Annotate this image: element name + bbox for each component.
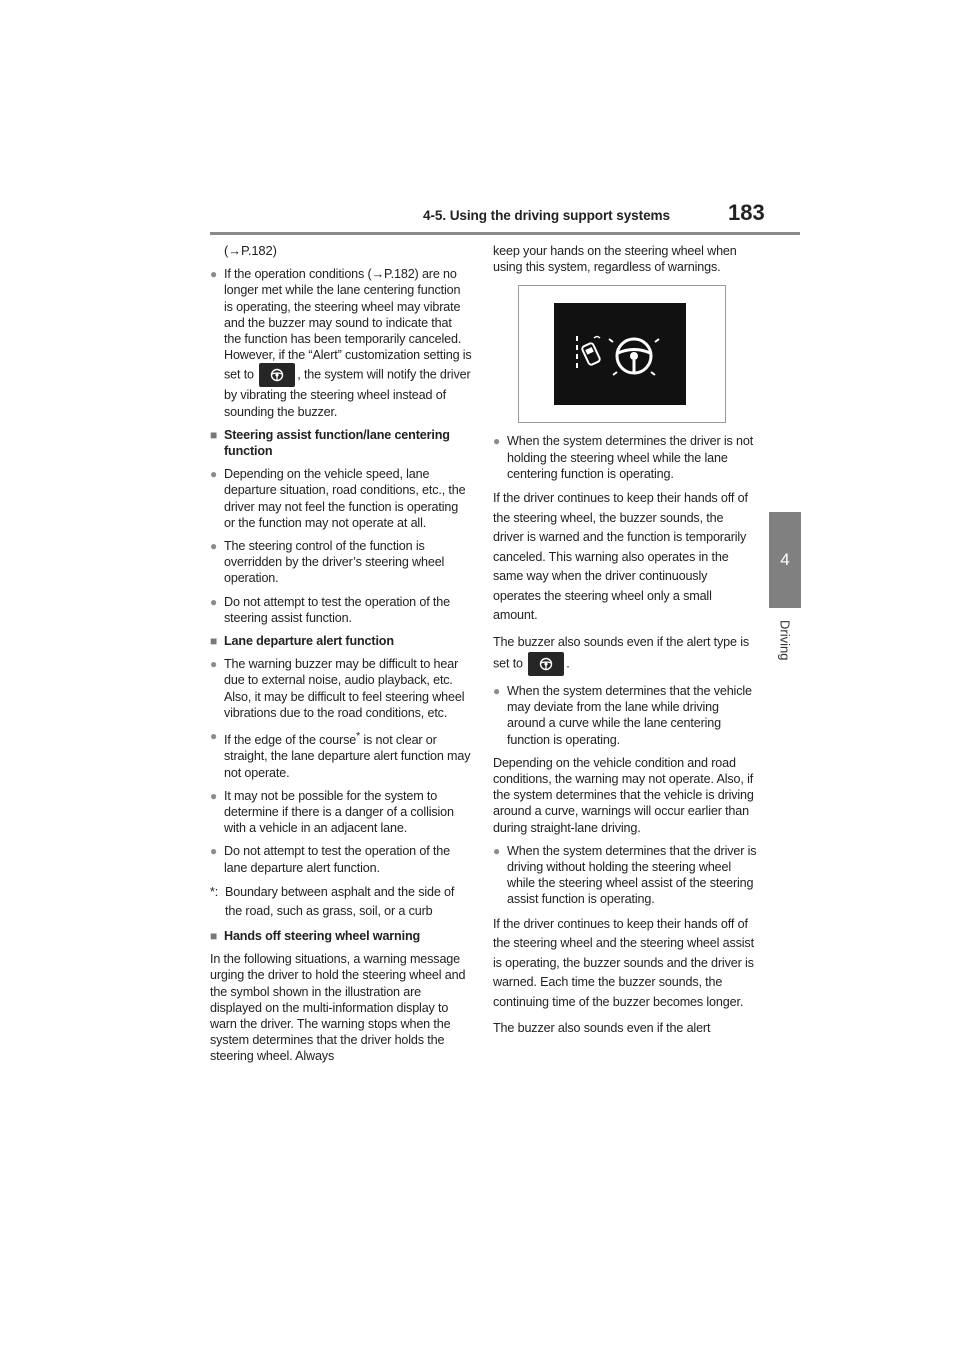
bullet-text-a: If the operation conditions (→P.182) are no longer met while the lane centering function is operating, the steering wheel may vibrate and the buzzer may sound to indicate that the function has been temporarily canceled. However, if the “Alert” customization setting is set to [224,267,472,382]
bullet-glyph: ● [210,729,218,744]
paragraph-alert-type [493,633,757,677]
bullet-do-not-test-steering [210,594,472,626]
bullet-vehicle-speed [210,466,472,531]
bullet-glyph: ● [493,843,501,858]
bullet-text: The warning buzzer may be difficult to hear due to external noise, audio playback, etc. Also, it may be difficult to feel steering wheel vibrations due to the road conditions, etc. [224,657,465,720]
footnote [210,883,472,921]
bullet-text: Depending on the vehicle speed, lane departure situation, road conditions, etc., the driver may not feel the function is operating or the function may not operate at all. [224,467,466,530]
bullet-text-b: , the system will notify the driver by vibrating the steering wheel instead of sounding the buzzer. [224,367,471,419]
footnote-mark: *: [210,884,219,899]
hands-off-steering-wheel-warning-icon [574,332,666,376]
bullet-course-edge [210,728,472,781]
bullet-steering-override [210,538,472,587]
bullet-text: When the system determines the driver is not holding the steering wheel while the lane centering function is operating. [507,434,754,481]
header-rule [210,232,800,235]
bullet-buzzer-difficult [210,656,472,721]
paragraph-text-b: . [566,656,570,671]
bullet-text-a: If the edge of the course [224,733,357,748]
bullet-text: Do not attempt to test the operation of the lane departure alert function. [224,844,450,875]
heading-text: Steering assist function/lane centering function [224,427,450,459]
bullet-not-holding-wheel [493,433,757,482]
paragraph-vehicle-condition: Depending on the vehicle condition and road conditions, the warning may not operate. Also, if the system determines that the vehicle is driving around a curve, warnings will occur earlier than during straight-lane driving. [493,755,754,835]
bullet-text: When the system determines that the driver is driving without holding the steering wheel while the steering wheel assist of the steering assist function is operating. [507,843,757,907]
reference-line: (→P.182) [224,243,277,258]
right-column [493,243,757,1046]
paragraph-continuation: keep your hands on the steering wheel when using this system, regardless of warnings. [493,244,737,275]
bullet-glyph: ● [210,788,218,803]
bullet-glyph: ● [493,684,501,699]
steering-wheel-vibration-icon [259,363,295,387]
section-heading-steering-assist [210,427,472,459]
warning-illustration [518,285,726,423]
heading-text: Hands off steering wheel warning [224,928,421,943]
paragraph-buzzer-longer: If the driver continues to keep their hands off of the steering wheel and the steering wheel assist is operating, the buzzer sounds and the driver is warned. Each time the buzzer sounds, the continuing time of the buzzer becomes longer. [493,916,754,1009]
bullet-glyph: ● [210,594,218,609]
paragraph-buzzer-canceled: If the driver continues to keep their hands off of the steering wheel, the buzzer sounds, the driver is warned and the function is temporarily canceled. This warning also operates in the same way when the driver continuously operates the steering wheel only a small amount. [493,491,748,623]
bullet-text: The steering control of the function is overridden by the driver’s steering wheel operation. [224,539,445,586]
header-section-title: 4-5. Using the driving support systems [423,208,670,223]
bullet-text: It may not be possible for the system to determine if there is a danger of a collision with a vehicle in an adjacent lane. [224,788,454,836]
bullet-text: Do not attempt to test the operation of the steering assist function. [224,594,450,625]
paragraph-buzzer-also: The buzzer also sounds even if the alert [493,1021,711,1036]
paragraph-text-a: The buzzer also sounds even if the alert type is set to [493,634,750,671]
section-heading-lane-departure [210,633,472,649]
heading-text: Lane departure alert function [224,634,394,649]
bullet-glyph: ● [493,434,501,449]
heading-marker: ■ [210,634,218,649]
footnote-text: Boundary between asphalt and the side of the road, such as grass, soil, or a curb [225,884,455,918]
heading-marker: ■ [210,427,218,442]
footnote-marker: * [356,730,361,743]
bullet-do-not-test-lane [210,843,472,875]
bullet-adjacent-lane [210,788,472,837]
bullet-glyph: ● [210,467,218,482]
heading-marker: ■ [210,928,218,943]
side-tab-label: Driving [777,620,793,661]
bullet-glyph: ● [210,267,218,282]
bullet-text: When the system determines that the vehicle may deviate from the lane while driving around a curve while the lane centering function is operating. [507,684,752,747]
bullet-operation-conditions [210,266,472,420]
bullet-curve-deviation [493,683,757,748]
header-page-number: 183 [728,200,765,225]
bullet-glyph: ● [210,539,218,554]
bullet-text-b: is not clear or straight, the lane departure alert function may not operate. [224,733,471,780]
bullet-steering-wheel-assist [493,843,757,908]
steering-wheel-vibration-icon [528,652,564,676]
paragraph-hands-off-intro: In the following situations, a warning message urging the driver to hold the steering wheel and the symbol shown in the illustration are displayed on the multi-information display to warn the driver. The warning stops when the system determines that the driver holds the steering wheel. Always [210,952,466,1064]
side-tab-chapter: 4 [769,512,801,608]
section-heading-hands-off [210,928,472,944]
left-column [210,243,472,1072]
bullet-glyph: ● [210,657,218,672]
bullet-glyph: ● [210,844,218,859]
multi-information-display [554,303,686,405]
